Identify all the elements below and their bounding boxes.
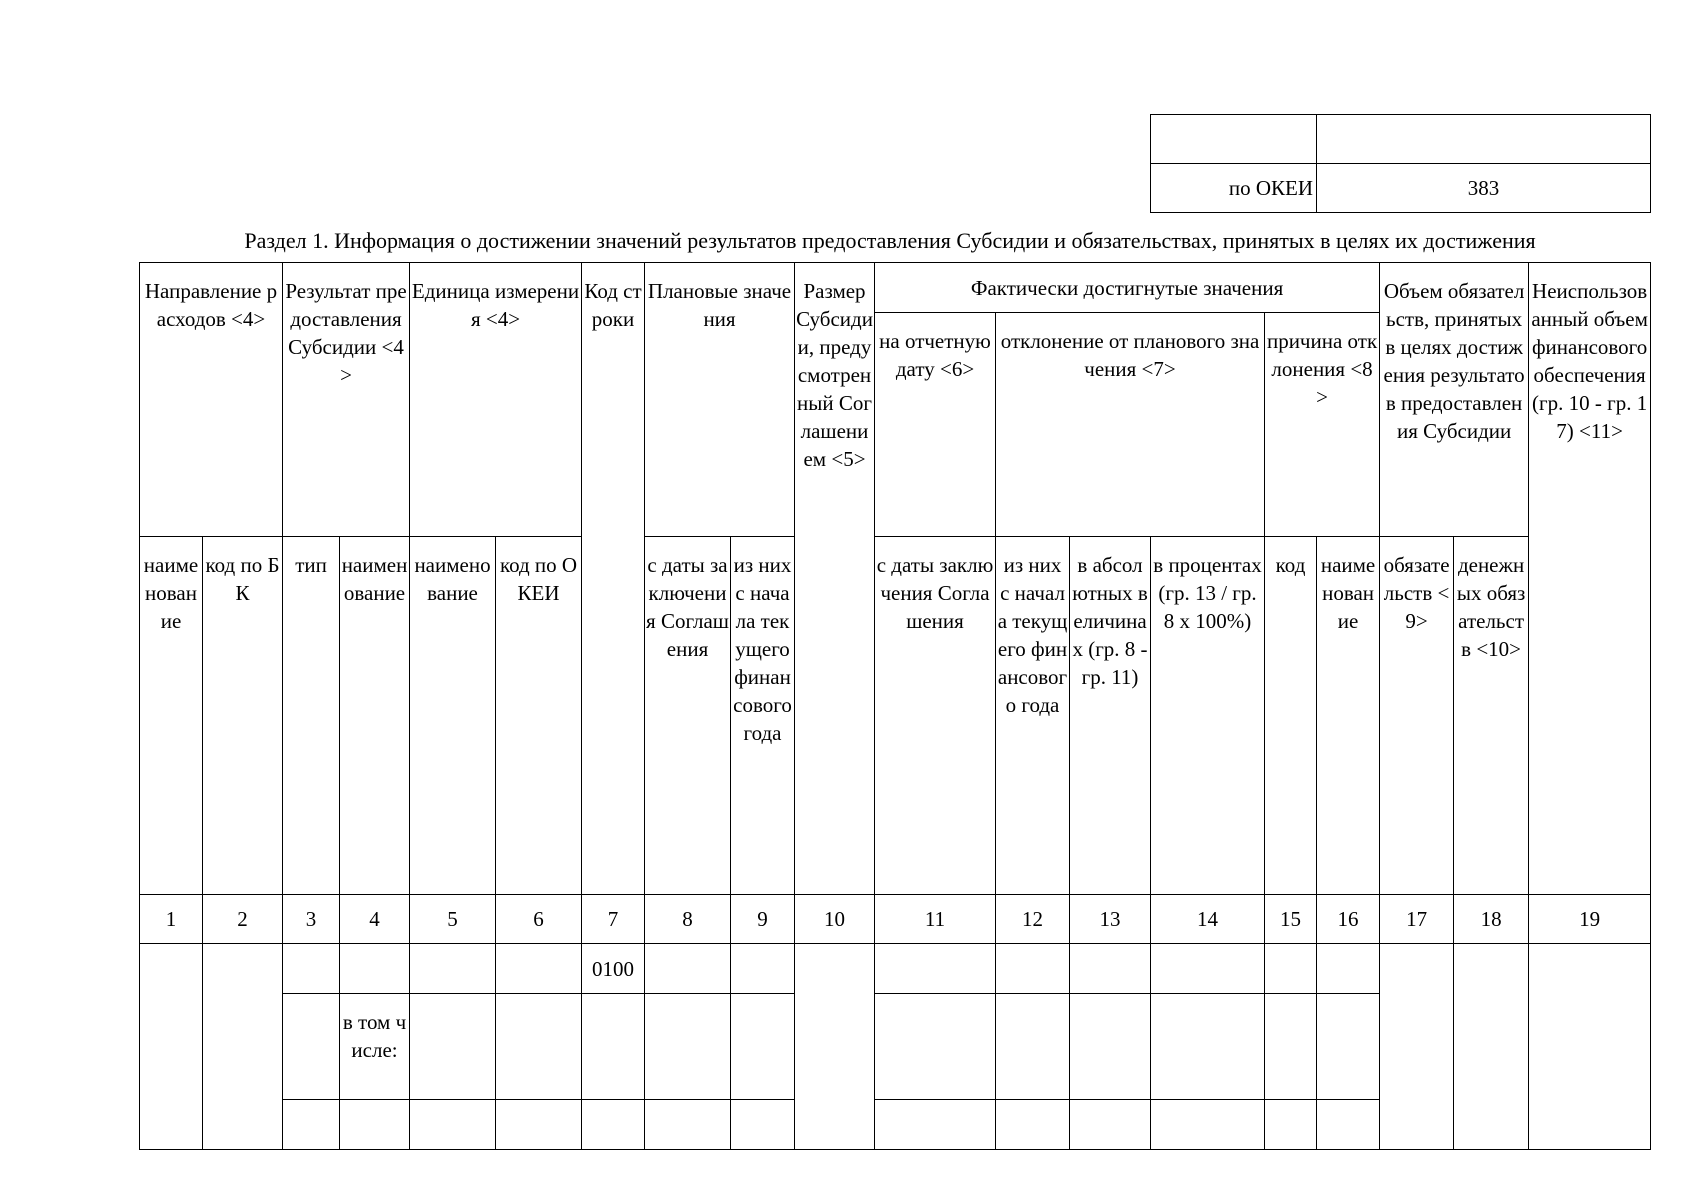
column-number: 3 <box>283 895 340 944</box>
subheader-c4: наименование <box>340 537 410 895</box>
table-cell <box>1317 944 1380 994</box>
subheader-c3: тип <box>283 537 340 895</box>
table-cell <box>496 994 582 1100</box>
table-cell <box>496 1100 582 1150</box>
table-cell <box>410 944 496 994</box>
table-cell <box>283 944 340 994</box>
table-cell <box>1380 944 1454 1150</box>
subheader-c6: код по ОКЕИ <box>496 537 582 895</box>
subheader-c8: с даты заключения Соглашения <box>645 537 731 895</box>
table-cell <box>1454 944 1529 1150</box>
table-cell <box>875 944 996 994</box>
subheader-c2: код по БК <box>203 537 283 895</box>
header-fakticheski: Фактически достигнутые значения <box>875 263 1380 313</box>
subheader-c15: код <box>1265 537 1317 895</box>
main-table <box>139 262 1651 1150</box>
column-number: 9 <box>731 895 795 944</box>
table-cell <box>582 994 645 1100</box>
column-number: 6 <box>496 895 582 944</box>
table-cell <box>731 944 795 994</box>
table-cell <box>996 994 1070 1100</box>
column-number: 7 <box>582 895 645 944</box>
header-rezultat: Результат предоставления Субсидии <4> <box>283 263 410 537</box>
table-cell <box>1265 994 1317 1100</box>
subheader-c17: обязательств <9> <box>1380 537 1454 895</box>
column-number: 5 <box>410 895 496 944</box>
column-number: 10 <box>795 895 875 944</box>
column-number: 14 <box>1151 895 1265 944</box>
table-cell <box>1265 1100 1317 1150</box>
table-cell <box>1070 1100 1151 1150</box>
header-na-otchetnuyu: на отчетную дату <6> <box>875 313 996 537</box>
column-number: 17 <box>1380 895 1454 944</box>
header-razmer: Размер Субсидии, предусмотренный Соглашением <5> <box>795 263 875 895</box>
header-napravlenie: Направление расходов <4> <box>140 263 283 537</box>
table-cell <box>996 1100 1070 1150</box>
column-number: 12 <box>996 895 1070 944</box>
column-number: 8 <box>645 895 731 944</box>
table-cell <box>875 1100 996 1150</box>
subheader-c1: наименование <box>140 537 203 895</box>
okei-value: 383 <box>1317 164 1651 213</box>
row-v-tom-chisle: в том числе: <box>340 994 410 1100</box>
table-cell <box>1151 944 1265 994</box>
table-cell <box>645 1100 731 1150</box>
header-neispolzovanny: Неиспользованный объем финансового обеспечения (гр. 10 - гр. 17) <11> <box>1529 263 1651 895</box>
okei-row1-label <box>1151 115 1317 164</box>
column-number: 2 <box>203 895 283 944</box>
table-cell <box>1317 1100 1380 1150</box>
subheader-c14: в процентах (гр. 13 / гр. 8 x 100%) <box>1151 537 1265 895</box>
header-obem: Объем обязательств, принятых в целях достижения результатов предоставления Субсидии <box>1380 263 1529 537</box>
okei-label: по ОКЕИ <box>1151 164 1317 213</box>
column-number: 13 <box>1070 895 1151 944</box>
column-number: 4 <box>340 895 410 944</box>
header-otklonenie: отклонение от планового значения <7> <box>996 313 1265 537</box>
table-cell <box>645 994 731 1100</box>
table-cell <box>283 994 340 1100</box>
table-cell <box>340 944 410 994</box>
table-cell <box>731 1100 795 1150</box>
row-code-0100: 0100 <box>582 944 645 994</box>
subheader-c18: денежных обязательств <10> <box>1454 537 1529 895</box>
column-number: 18 <box>1454 895 1529 944</box>
table-cell <box>1070 994 1151 1100</box>
table-cell <box>795 944 875 1150</box>
column-number: 15 <box>1265 895 1317 944</box>
subheader-c16: наименование <box>1317 537 1380 895</box>
table-cell <box>410 994 496 1100</box>
column-number: 11 <box>875 895 996 944</box>
table-cell <box>340 1100 410 1150</box>
subheader-c5: наименование <box>410 537 496 895</box>
table-cell <box>1070 944 1151 994</box>
column-number: 16 <box>1317 895 1380 944</box>
table-cell <box>645 944 731 994</box>
table-cell <box>1265 944 1317 994</box>
table-cell <box>582 1100 645 1150</box>
okei-row1-value <box>1317 115 1651 164</box>
header-prichina: причина отклонения <8> <box>1265 313 1380 537</box>
table-cell <box>283 1100 340 1150</box>
header-edinica: Единица измерения <4> <box>410 263 582 537</box>
table-cell <box>1529 944 1651 1150</box>
column-number: 19 <box>1529 895 1651 944</box>
table-cell <box>496 944 582 994</box>
header-planovye: Плановые значения <box>645 263 795 537</box>
table-cell <box>140 944 203 1150</box>
table-cell <box>996 944 1070 994</box>
table-cell <box>410 1100 496 1150</box>
subheader-c12: из них с начала текущего финансового года <box>996 537 1070 895</box>
table-cell <box>203 944 283 1150</box>
table-cell <box>1151 994 1265 1100</box>
table-cell <box>875 994 996 1100</box>
okei-table <box>1150 114 1651 213</box>
column-number: 1 <box>140 895 203 944</box>
table-cell <box>731 994 795 1100</box>
subheader-c11: с даты заключения Соглашения <box>875 537 996 895</box>
header-kod-stroki: Код строки <box>582 263 645 895</box>
table-cell <box>1317 994 1380 1100</box>
subheader-c13: в абсолютных величинах (гр. 8 - гр. 11) <box>1070 537 1151 895</box>
table-cell <box>1151 1100 1265 1150</box>
section-title: Раздел 1. Информация о достижении значений результатов предоставления Субсидии и обязательствах, принятых в целях их достижения <box>244 228 1536 253</box>
subheader-c9: из них с начала текущего финансового года <box>731 537 795 895</box>
